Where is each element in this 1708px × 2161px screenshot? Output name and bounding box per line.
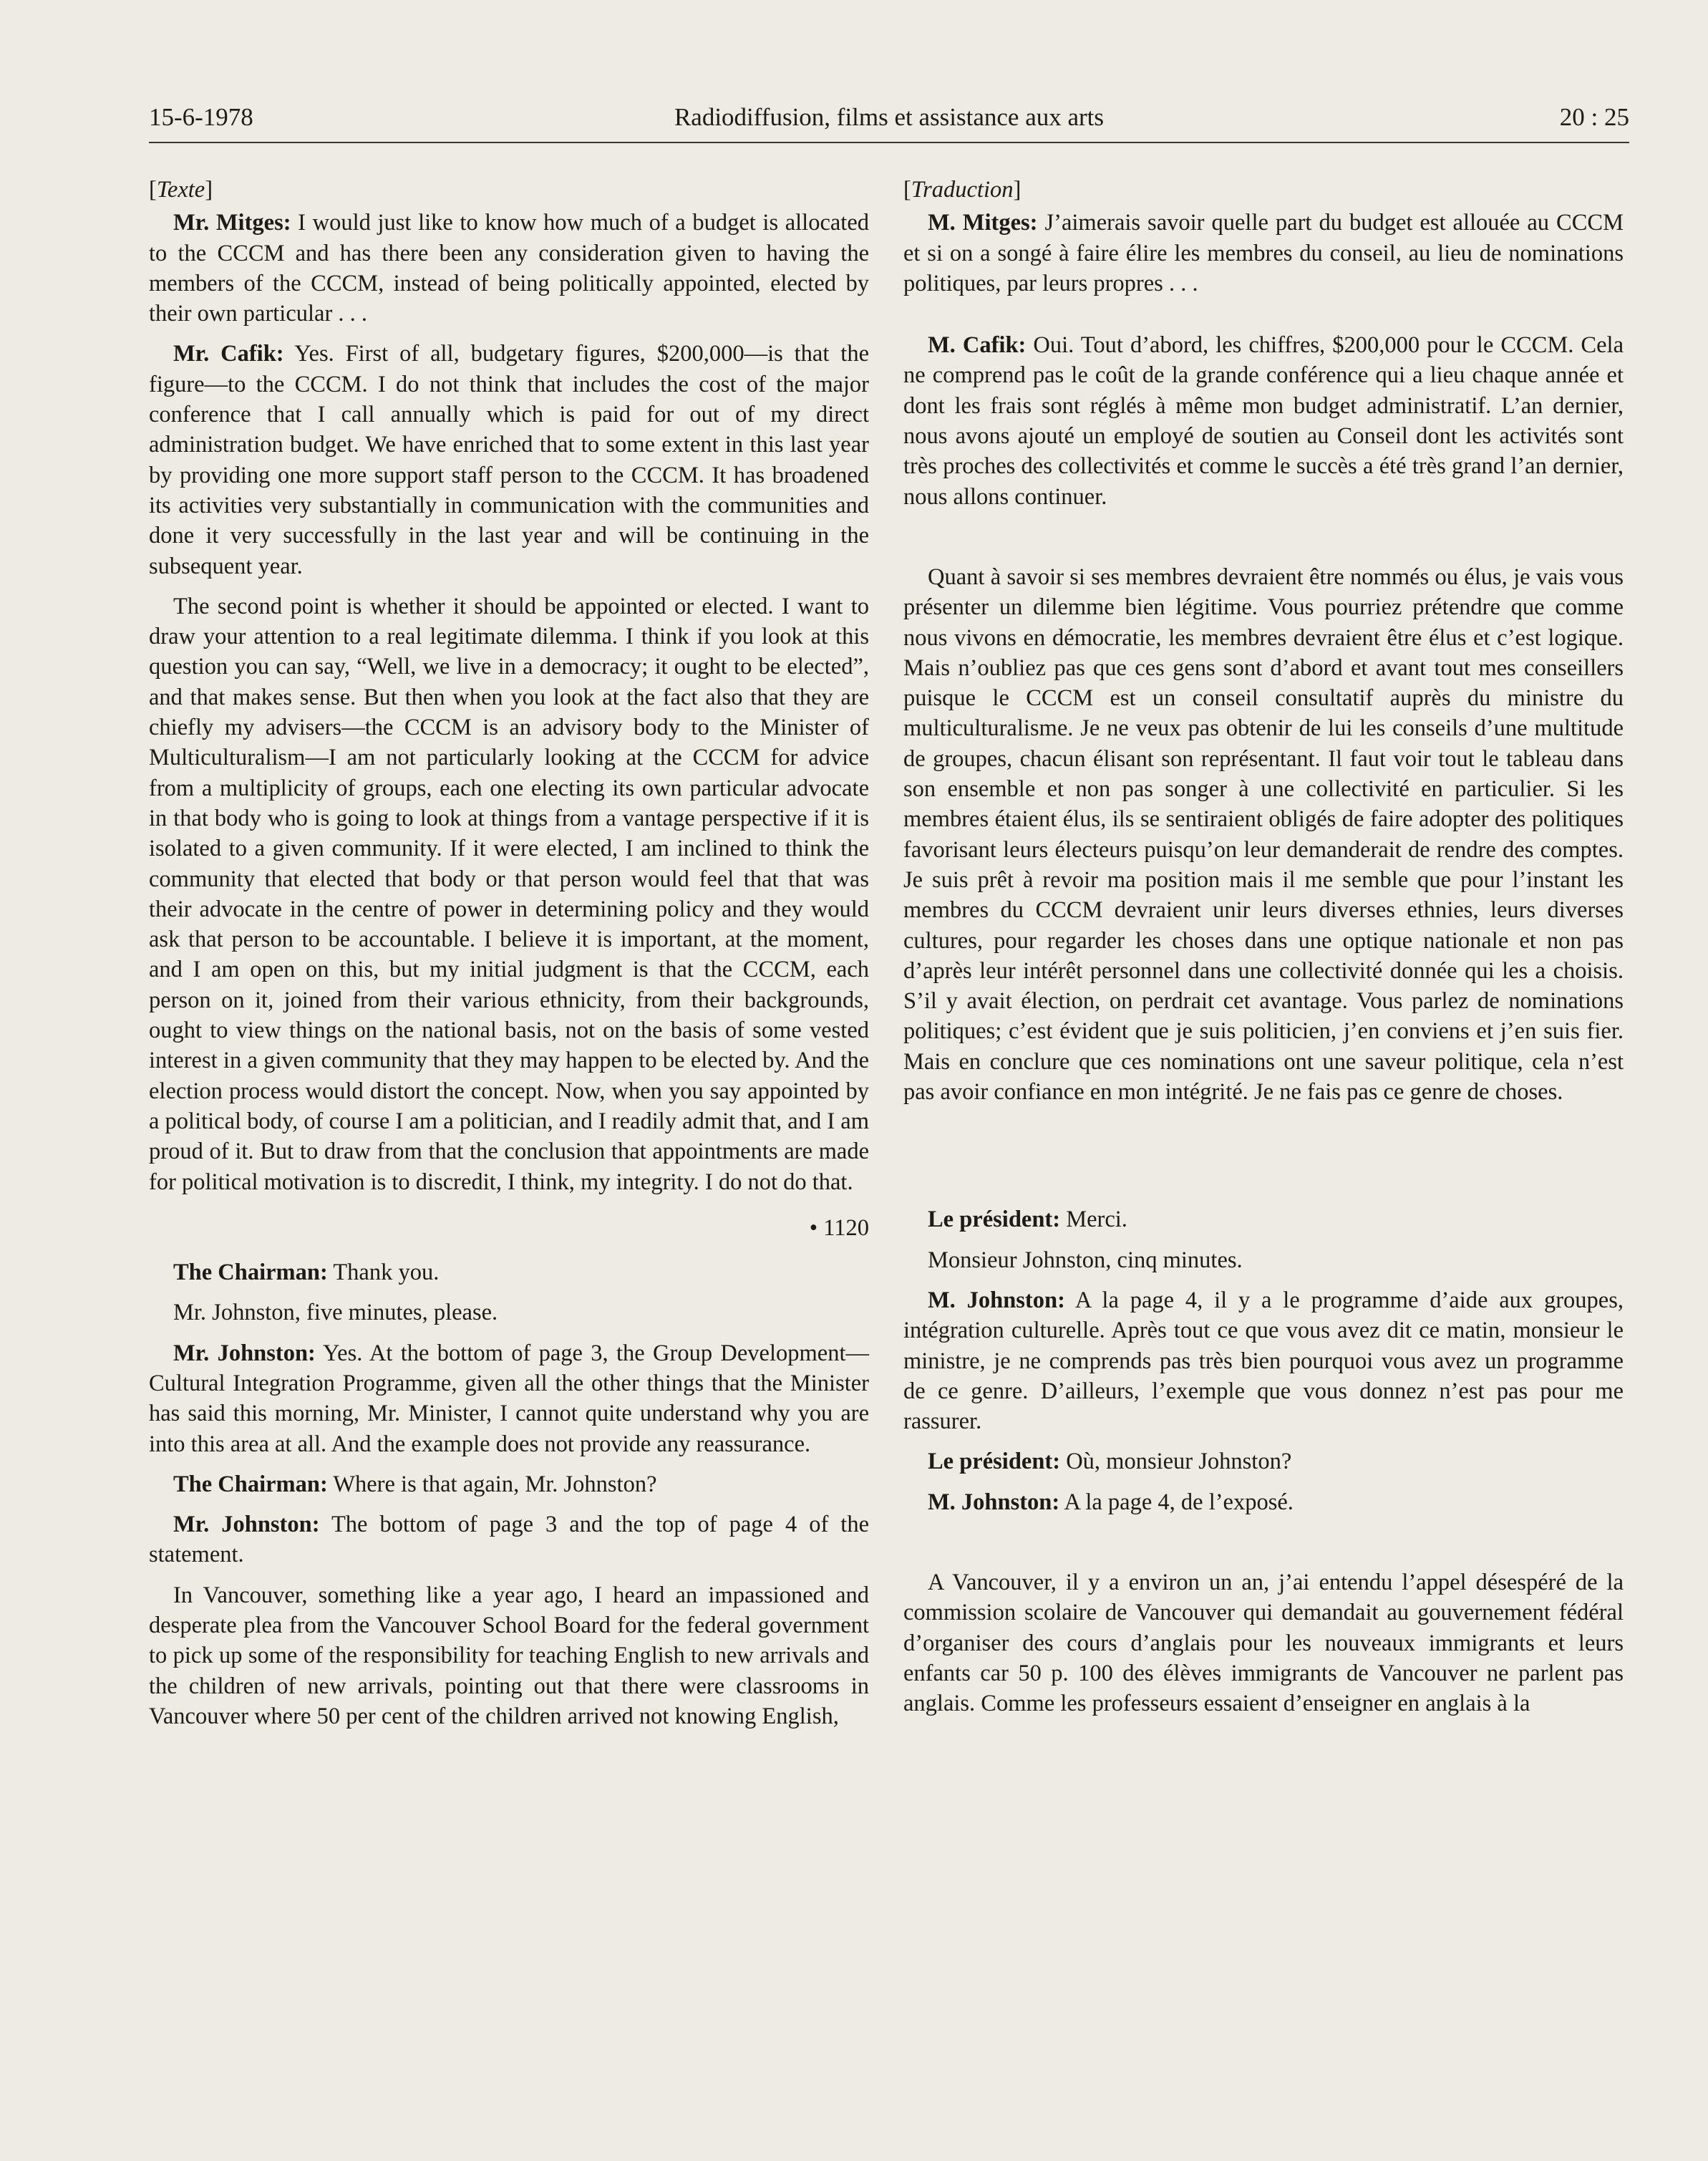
label-word: Texte: [156, 177, 205, 203]
section-label: [903, 175, 1624, 205]
french-column: [903, 175, 1624, 1729]
spacer: [903, 309, 1624, 330]
paragraph-johnston-question: [149, 1338, 869, 1459]
spacer: [903, 522, 1624, 562]
paragraph-johnston-answer: [903, 1487, 1624, 1517]
paragraph-text: I would just like to know how much of a budget is allocated to the CCCM and has there been any consideration given to having the members of the CCCM, instead of being politically appointed, elected by their own particular . . .: [149, 210, 870, 327]
header-page-number: 20 : 25: [1559, 103, 1629, 131]
paragraph-text: The bottom of page 3 and the top of page 4 of the statement.: [149, 1512, 870, 1568]
label-bracket-open: [: [149, 177, 157, 203]
paragraph-mitges: [903, 208, 1624, 299]
speaker-name: Mr. Mitges:: [173, 210, 291, 236]
time-marker: • 1120: [809, 1214, 869, 1241]
spacer: [903, 1117, 1624, 1157]
paragraph-text: A la page 4, il y a le programme d’aide aux groupes, intégration culturelle. Après tout ce que vous avez dit ce matin, monsieur le ministre, je ne comprends pas très bien pourquoi vous avez un programme de ce genre. D’ailleurs, l’exemple que vous donnez n’est pas pour me rassurer.: [903, 1287, 1624, 1435]
paragraph-text: Thank you.: [327, 1260, 440, 1286]
speaker-name: Mr. Johnston:: [173, 1512, 320, 1538]
speaker-name: M. Johnston:: [928, 1489, 1060, 1515]
paragraph-text: A la page 4, de l’exposé.: [1059, 1489, 1294, 1515]
english-column: [149, 175, 869, 1741]
paragraph-vancouver: A Vancouver, il y a environ un an, j’ai entendu l’appel désespéré de la commission scolaire de Vancouver qui demandait au gouvernement fédéral d’organiser des cours d’anglais pour les nouveaux immigrants et leurs enfants car 50 p. 100 des élèves immigrants de Vancouver ne parlent pas anglais. Comme les professeurs essaient d’enseigner en anglais à la: [903, 1569, 1624, 1717]
spacer: [903, 1157, 1624, 1197]
section-label: [149, 175, 869, 205]
speaker-name: The Chairman:: [173, 1260, 328, 1286]
speaker-name: Le président:: [928, 1207, 1061, 1233]
header-date: 15-6-1978: [149, 103, 253, 131]
paragraph-text: Où, monsieur Johnston?: [1060, 1449, 1292, 1475]
paragraph-president-thanks: [903, 1204, 1624, 1234]
label-bracket-open: [: [903, 177, 911, 203]
spacer: [903, 1527, 1624, 1567]
label-word: Traduction: [911, 177, 1014, 203]
paragraph-text: Merci.: [1060, 1207, 1127, 1233]
speaker-name: M. Mitges:: [928, 210, 1038, 236]
speaker-name: M. Johnston:: [928, 1287, 1065, 1313]
paragraph-cafik: [149, 339, 869, 581]
label-bracket-close: ]: [1013, 177, 1022, 203]
paragraph-chairman-call: Mr. Johnston, five minutes, please.: [173, 1300, 498, 1326]
speaker-name: Mr. Cafik:: [173, 341, 284, 367]
paragraph-text: Yes. First of all, budgetary figures, $200,000—is that the figure—to the CCCM. I do not think that includes the cost of the major conference that I call annually which is paid for out of my direct administration budget. We have enriched that to some extent in this last year by providing one more support staff person to the CCCM. It has broadened its activities very substantially in communication with the communities and done it very successfully in the last year and will be continuing in the subsequent year.: [149, 341, 869, 579]
paragraph-vancouver: In Vancouver, something like a year ago, I heard an impassioned and desperate plea from the Vancouver School Board for the federal government to pick up some of the responsibility for teaching English to new arrivals and the children of new arrivals, pointing out that there were classrooms in Vancouver where 50 per cent of the children arrived not knowing English,: [149, 1582, 869, 1729]
paragraph-johnston-answer: [149, 1509, 869, 1570]
speaker-name: The Chairman:: [173, 1471, 328, 1497]
paragraph-text: Where is that again, Mr. Johnston?: [327, 1471, 657, 1497]
paragraph-cafik-continued: The second point is whether it should be appointed or elected. I want to draw your attention to a real legitimate dilemma. I think if you look at this question you can say, “Well, we live in a democracy; it ought to be elected”, and that makes sense. But then when you look at the fact also that they are chiefly my advisers—the CCCM is an advisory body to the Minister of Multiculturalism—I am not particularly looking at the CCCM for advice from a multiplicity of groups, each one electing its own particular advocate in that body who is going to look at things from a vantage perspective if it is isolated to a given community. If it were elected, I am inclined to think the community that elected that body or that person would feel that that was their advocate in the centre of power in determining policy and they would ask that person to be accountable. I believe it is important, at the moment, and I am open on this, but my initial judgment is that the CCCM, each person on it, joined from their various ethnicity, from their backgrounds, ought to view things on the national basis, not on the basis of some vested interest in a given community that they may happen to be elected by. And the election process would distort the concept. Now, when you say appointed by a political body, of course I am a politician, and I readily admit that, and I am proud of it. But to draw from that the conclusion that appointments are made for political motivation is to discredit, I think, my integrity. I do not do that.: [149, 593, 869, 1195]
speaker-name: Mr. Johnston:: [173, 1340, 316, 1366]
paragraph-text: Yes. At the bottom of page 3, the Group Development—Cultural Integration Programme, given all the other things that the Minister has said this morning, Mr. Minister, I cannot quite understand why you are into this area at all. And the example does not provide any reassurance.: [149, 1340, 869, 1457]
paragraph-text: J’aimerais savoir quelle part du budget est allouée au CCCM et si on a songé à faire élire les membres du conseil, au lieu de nominations politiques, par leurs propres . . .: [903, 210, 1624, 296]
paragraph-mitges: [149, 208, 869, 329]
paragraph-president-call: Monsieur Johnston, cinq minutes.: [928, 1247, 1243, 1273]
paragraph-johnston-question: [903, 1285, 1624, 1436]
spacer: [903, 1197, 1624, 1204]
speaker-name: M. Cafik:: [928, 332, 1027, 359]
paragraph-president-where: [903, 1446, 1624, 1476]
label-bracket-close: ]: [205, 177, 213, 203]
paragraph-cafik: [903, 330, 1624, 512]
paragraph-chairman-where: [149, 1469, 869, 1499]
header-title: Radiodiffusion, films et assistance aux arts: [674, 103, 1105, 131]
paragraph-text: Oui. Tout d’abord, les chiffres, $200,000 pour le CCCM. Cela ne comprend pas le coût de la grande conférence qui a lieu chaque année et dont les frais sont réglés à même mon budget administratif. L’an dernier, nous avons ajouté un employé de soutien au Conseil dont les activités sont très proches des collectivités et comme le succès a été très grand l’an dernier, nous allons continuer.: [903, 332, 1624, 510]
speaker-name: Le président:: [928, 1449, 1061, 1475]
paragraph-cafik-continued: Quant à savoir si ses membres devraient être nommés ou élus, je vais vous présenter un dilemme bien légitime. Vous pourriez prétendre que comme nous vivons en démocratie, les membres devraient être élus et c’est logique. Mais n’oubliez pas que ces gens sont d’abord et avant tout mes conseillers puisque le CCCM est un conseil consultatif auprès du ministre du multiculturalisme. Je ne veux pas obtenir de lui les conseils d’une multitude de groupes, chacun élisant son représentant. Il faut voir tout le tableau dans son ensemble et non pas songer à une collectivité en particulier. Si les membres étaient élus, ils se sentiraient obligés de faire adopter des politiques favorisant leurs électeurs puisqu’on leur demanderait de rendre des comptes. Je suis prêt à revoir ma position mais il me semble que pour l’instant les membres du CCCM devraient unir leurs diverses ethnies, leurs diverses cultures, pour regarder les choses dans une optique nationale et non pas d’après leur intérêt personnel dans une collectivité donnée qui les a choisis. S’il y avait élection, on perdrait cet avantage. Vous parlez de nominations politiques; c’est évident que je suis politicien, j’en conviens et j’en suis fier. Mais en conclure que ces nominations ont une saveur politique, cela n’est pas avoir confiance en mon intégrité. Je ne fais pas ce genre de choses.: [903, 564, 1624, 1106]
page-header: [149, 99, 1629, 136]
paragraph-chairman-thanks: [149, 1257, 869, 1287]
header-rule: [149, 142, 1629, 143]
